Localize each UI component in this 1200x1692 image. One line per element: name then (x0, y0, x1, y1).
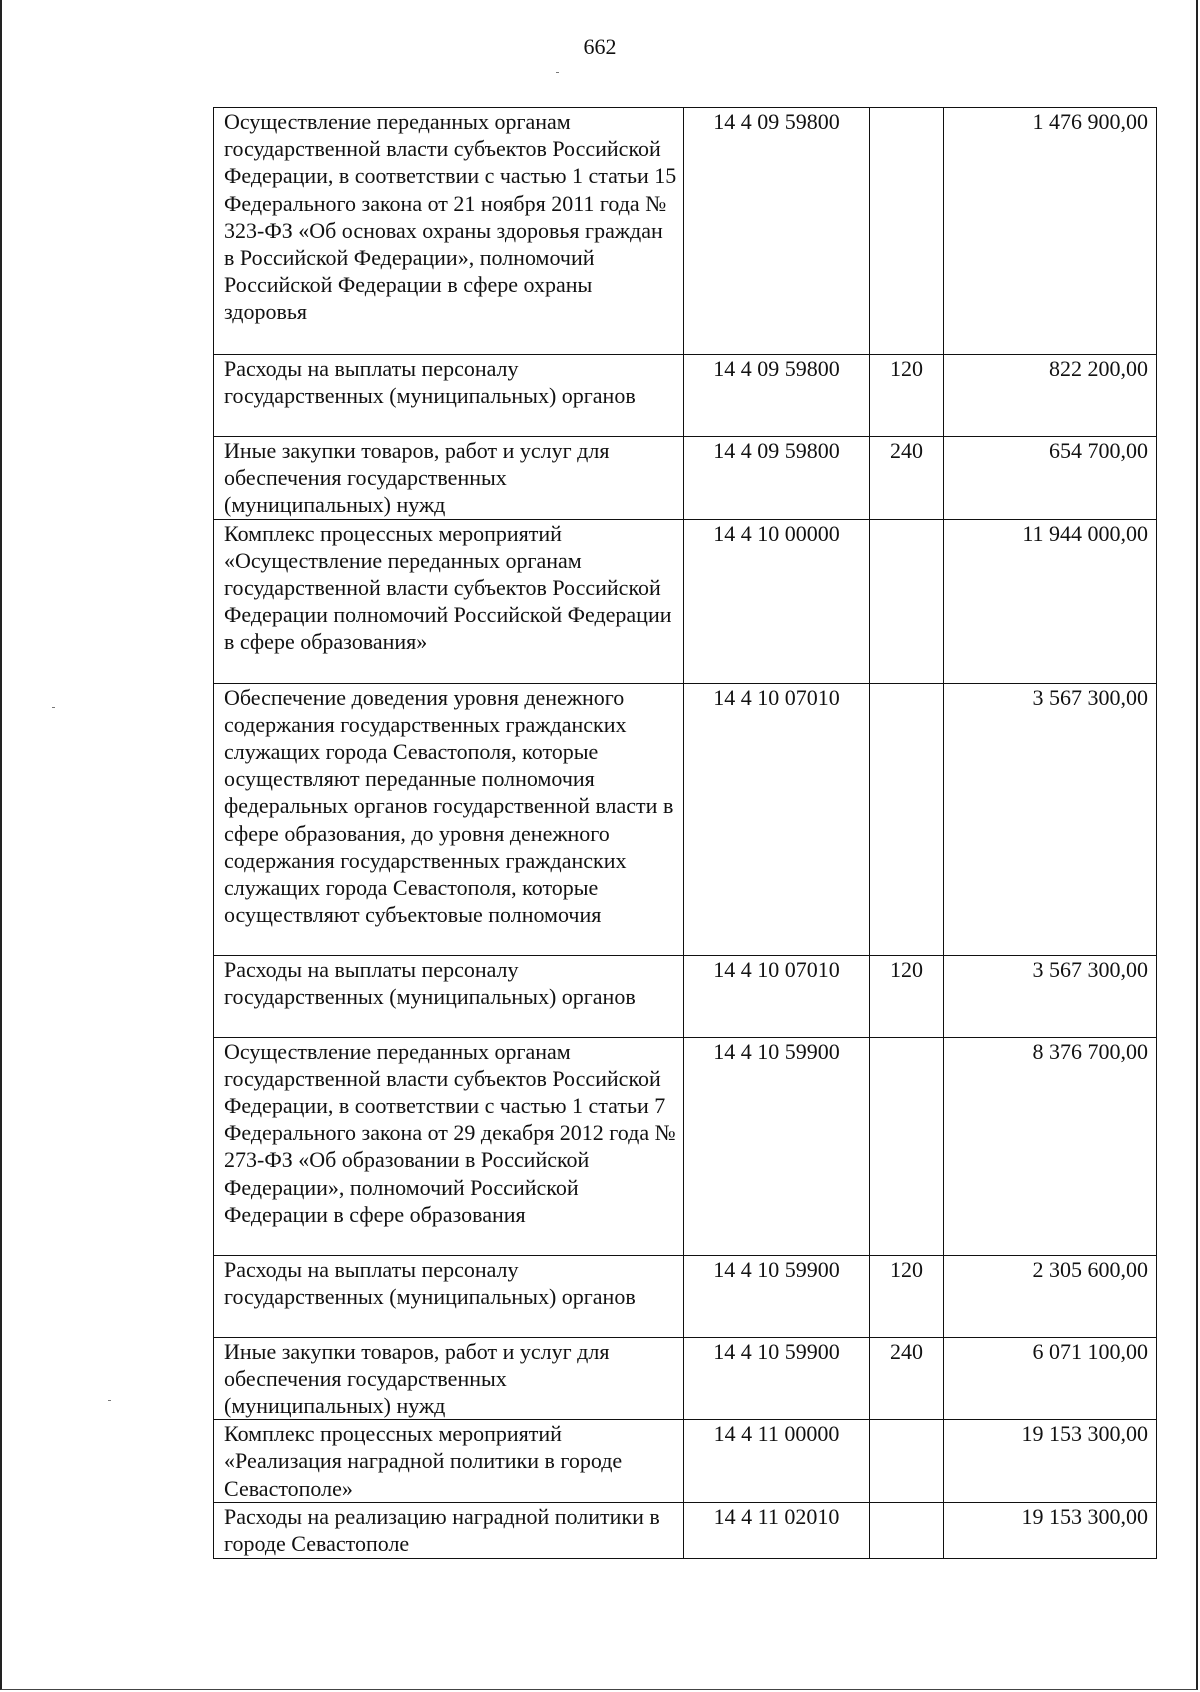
item-amount: 3 567 300,00 (944, 683, 1157, 955)
item-code: 14 4 10 59900 (684, 1255, 870, 1337)
item-expense-type (870, 108, 944, 355)
table-row (214, 683, 1157, 955)
item-code: 14 4 11 00000 (684, 1420, 870, 1503)
table-row (214, 437, 1157, 520)
item-code: 14 4 10 07010 (684, 955, 870, 1037)
item-expense-type (870, 1420, 944, 1503)
scan-speck (556, 72, 559, 73)
item-name: Иные закупки товаров, работ и услуг для обеспечения государственных (муниципальных) нужд (214, 1337, 684, 1420)
item-expense-type (870, 1037, 944, 1255)
item-expense-type (870, 1502, 944, 1558)
item-expense-type: 120 (870, 355, 944, 437)
table-row (214, 955, 1157, 1037)
item-name: Иные закупки товаров, работ и услуг для обеспечения государственных (муниципальных) нужд (214, 437, 684, 520)
table-row (214, 519, 1157, 683)
item-name: Расходы на реализацию наградной политики в городе Севастополе (214, 1502, 684, 1558)
item-code: 14 4 10 07010 (684, 683, 870, 955)
item-amount: 654 700,00 (944, 437, 1157, 520)
item-expense-type: 240 (870, 1337, 944, 1420)
item-code: 14 4 10 00000 (684, 519, 870, 683)
table-row (214, 1255, 1157, 1337)
item-name: Расходы на выплаты персоналу государственных (муниципальных) органов (214, 1255, 684, 1337)
table-row (214, 1420, 1157, 1503)
item-amount: 1 476 900,00 (944, 108, 1157, 355)
table-row (214, 355, 1157, 437)
item-expense-type (870, 519, 944, 683)
item-code: 14 4 09 59800 (684, 108, 870, 355)
item-amount: 2 305 600,00 (944, 1255, 1157, 1337)
item-amount: 19 153 300,00 (944, 1502, 1157, 1558)
budget-table (213, 107, 1157, 1559)
item-expense-type: 120 (870, 955, 944, 1037)
item-amount: 8 376 700,00 (944, 1037, 1157, 1255)
table-row (214, 1502, 1157, 1558)
item-name: Комплекс процессных мероприятий «Осуществление переданных органам государственной власти субъектов Российской Федерации полномочий Российской Федерации в сфере образования» (214, 519, 684, 683)
scan-speck (52, 707, 55, 708)
item-code: 14 4 09 59800 (684, 355, 870, 437)
item-name: Обеспечение доведения уровня денежного содержания государственных гражданских служащих города Севастополя, которые осуществляют переданные полномочия федеральных органов государственной власти в сфере образования, до уровня денежного содержания государственных гражданских служащих города Севастополя, которые осуществляют субъектовые полномочия (214, 683, 684, 955)
item-amount: 19 153 300,00 (944, 1420, 1157, 1503)
table-row (214, 1037, 1157, 1255)
scan-speck (108, 1400, 111, 1401)
item-code: 14 4 10 59900 (684, 1337, 870, 1420)
table-row (214, 108, 1157, 355)
item-expense-type: 240 (870, 437, 944, 520)
item-code: 14 4 11 02010 (684, 1502, 870, 1558)
item-name: Осуществление переданных органам государственной власти субъектов Российской Федерации, в соответствии с частью 1 статьи 7 Федерального закона от 29 декабря 2012 года № 273-ФЗ «Об образовании в Российской Федерации», полномочий Российской Федерации в сфере образования (214, 1037, 684, 1255)
item-name: Осуществление переданных органам государственной власти субъектов Российской Федерации, в соответствии с частью 1 статьи 15 Федерального закона от 21 ноября 2011 года № 323-ФЗ «Об основах охраны здоровья граждан в Российской Федерации», полномочий Российской Федерации в сфере охраны здоровья (214, 108, 684, 355)
table-row (214, 1337, 1157, 1420)
item-code: 14 4 09 59800 (684, 437, 870, 520)
page-number: 662 (583, 34, 617, 59)
item-name: Комплекс процессных мероприятий «Реализация наградной политики в городе Севастополе» (214, 1420, 684, 1503)
item-amount: 11 944 000,00 (944, 519, 1157, 683)
item-name: Расходы на выплаты персоналу государственных (муниципальных) органов (214, 955, 684, 1037)
item-amount: 822 200,00 (944, 355, 1157, 437)
item-expense-type (870, 683, 944, 955)
item-code: 14 4 10 59900 (684, 1037, 870, 1255)
item-amount: 3 567 300,00 (944, 955, 1157, 1037)
item-name: Расходы на выплаты персоналу государственных (муниципальных) органов (214, 355, 684, 437)
item-expense-type: 120 (870, 1255, 944, 1337)
item-amount: 6 071 100,00 (944, 1337, 1157, 1420)
